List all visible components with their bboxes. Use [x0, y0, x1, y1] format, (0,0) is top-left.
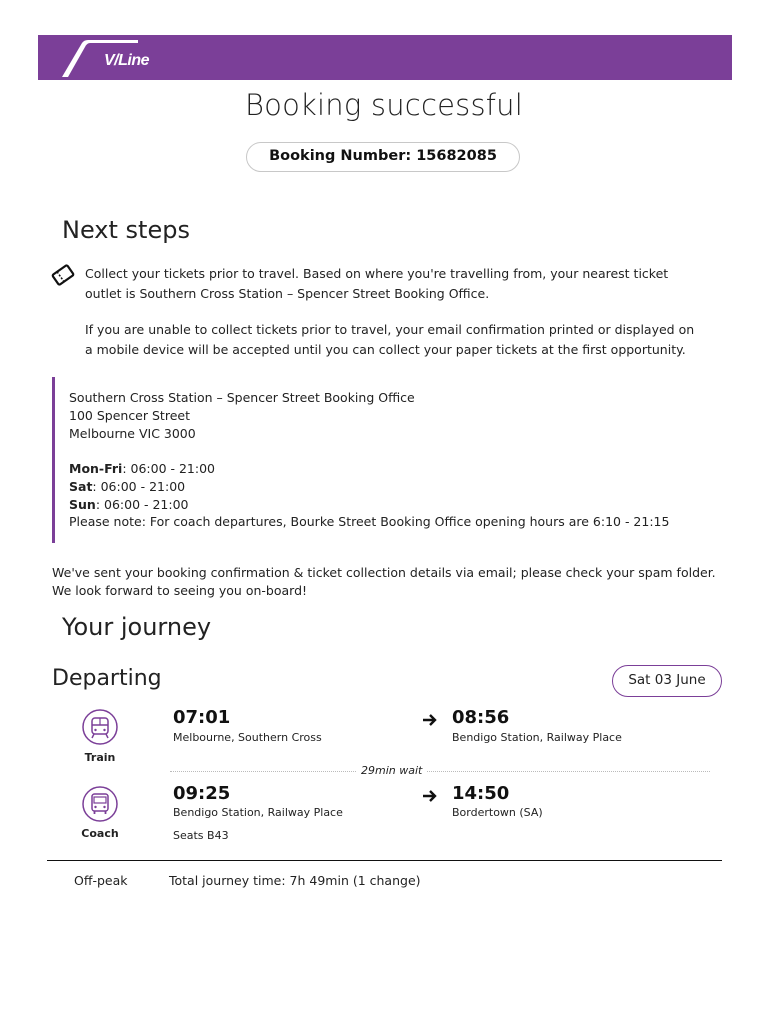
travel-date-badge: Sat 03 June [612, 665, 722, 697]
fare-type: Off-peak [74, 873, 128, 888]
your-journey-heading: Your journey [62, 613, 212, 641]
train-mode-label: Train [84, 751, 116, 764]
header-bar [38, 35, 732, 80]
depart-time: 07:01 [173, 707, 231, 728]
hours-time: : 06:00 - 21:00 [95, 497, 189, 512]
coach-mode-label: Coach [81, 827, 119, 840]
hours-time: : 06:00 - 21:00 [92, 479, 186, 494]
hours-day: Sat [69, 479, 93, 494]
ticket-icon [51, 264, 75, 286]
total-journey-time: Total journey time: 7h 49min (1 change) [169, 873, 421, 888]
arrive-place: Bordertown (SA) [452, 806, 543, 819]
depart-time: 09:25 [173, 783, 231, 804]
booking-number-badge: Booking Number: 15682085 [246, 142, 520, 172]
train-icon [82, 709, 118, 745]
email-sent-note: We've sent your booking confirmation & ticket collection details via email; please check your spam folder. We look forward to seeing you on-board! [52, 565, 716, 598]
office-city: Melbourne VIC 3000 [69, 426, 196, 441]
hours-time: : 06:00 - 21:00 [122, 461, 216, 476]
vline-logo[interactable] [60, 39, 170, 77]
hours-sat [69, 479, 185, 494]
arrive-time: 14:50 [452, 783, 510, 804]
departing-heading: Departing [52, 666, 162, 691]
journey-divider [47, 860, 722, 861]
page-title: Booking successful [244, 88, 523, 122]
logo-text: V/Line [104, 52, 150, 69]
booking-office-info [52, 377, 695, 543]
arrive-place: Bendigo Station, Railway Place [452, 731, 622, 744]
collect-tickets-text: Collect your tickets prior to travel. Based on where you're travelling from, your nearest ticket outlet is Southern Cross Station – Spencer Street Booking Office. [85, 266, 669, 301]
hours-mon-fri [69, 461, 215, 476]
connection-wait: 29min wait [357, 764, 426, 777]
email-confirmation-text: If you are unable to collect tickets prior to travel, your email confirmation printed or displayed on a mobile device will be accepted until you can collect your paper tickets at the first opportunity. [85, 322, 695, 357]
hours-day: Sun [69, 497, 96, 512]
coach-hours-note: Please note: For coach departures, Bourke Street Booking Office opening hours are 6:10 - 21:15 [69, 514, 670, 529]
arrow-right-icon [422, 788, 438, 802]
bus-icon [82, 786, 118, 822]
next-steps-heading: Next steps [62, 216, 190, 244]
arrive-time: 08:56 [452, 707, 510, 728]
depart-place: Melbourne, Southern Cross [173, 731, 322, 744]
depart-place: Bendigo Station, Railway Place [173, 806, 343, 819]
office-name: Southern Cross Station – Spencer Street Booking Office [69, 390, 415, 405]
hours-sun [69, 497, 189, 512]
seat-info: Seats B43 [173, 829, 229, 842]
office-street: 100 Spencer Street [69, 408, 190, 423]
hours-day: Mon-Fri [69, 461, 123, 476]
connection-divider [170, 771, 710, 772]
arrow-right-icon [422, 712, 438, 726]
